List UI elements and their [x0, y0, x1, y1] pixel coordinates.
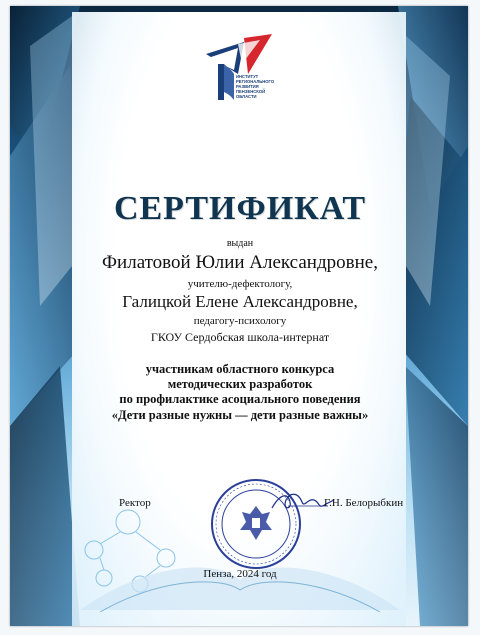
issued-label: выдан: [226, 238, 254, 249]
award-line: по профилактике асоциального поведения: [119, 392, 361, 406]
logo-line: РЕГИОНАЛЬНОГО: [236, 79, 275, 84]
award-line: участникам областного конкурса: [145, 362, 335, 376]
award-line: «Дети разные нужны — дети разные важны»: [111, 408, 369, 422]
school-name: ГКОУ Сердобская школа-интернат: [150, 330, 330, 344]
recipient1-name: Филатовой Юлии Александровне,: [102, 252, 378, 273]
logo-line: РАЗВИТИЯ: [236, 84, 259, 89]
recipient2-role: педагогу-психологу: [193, 315, 287, 327]
logo-line: ПЕНЗЕНСКОЙ: [236, 89, 266, 94]
certificate-title: СЕРТИФИКАТ: [113, 190, 367, 227]
logo-line: ИНСТИТУТ: [236, 74, 259, 79]
award-line: методических разработок: [167, 377, 313, 391]
signer-name: Г.Н. Белорыбкин: [324, 497, 404, 509]
logo-caption: [236, 74, 296, 99]
rector-label: Ректор: [119, 497, 151, 509]
recipient1-role: учителю-дефектологу,: [187, 278, 293, 290]
recipient2-name: Галицкой Елене Александровне,: [122, 292, 358, 311]
logo-line: ОБЛАСТИ: [236, 94, 257, 99]
city-year: Пенза, 2024 год: [203, 568, 277, 580]
